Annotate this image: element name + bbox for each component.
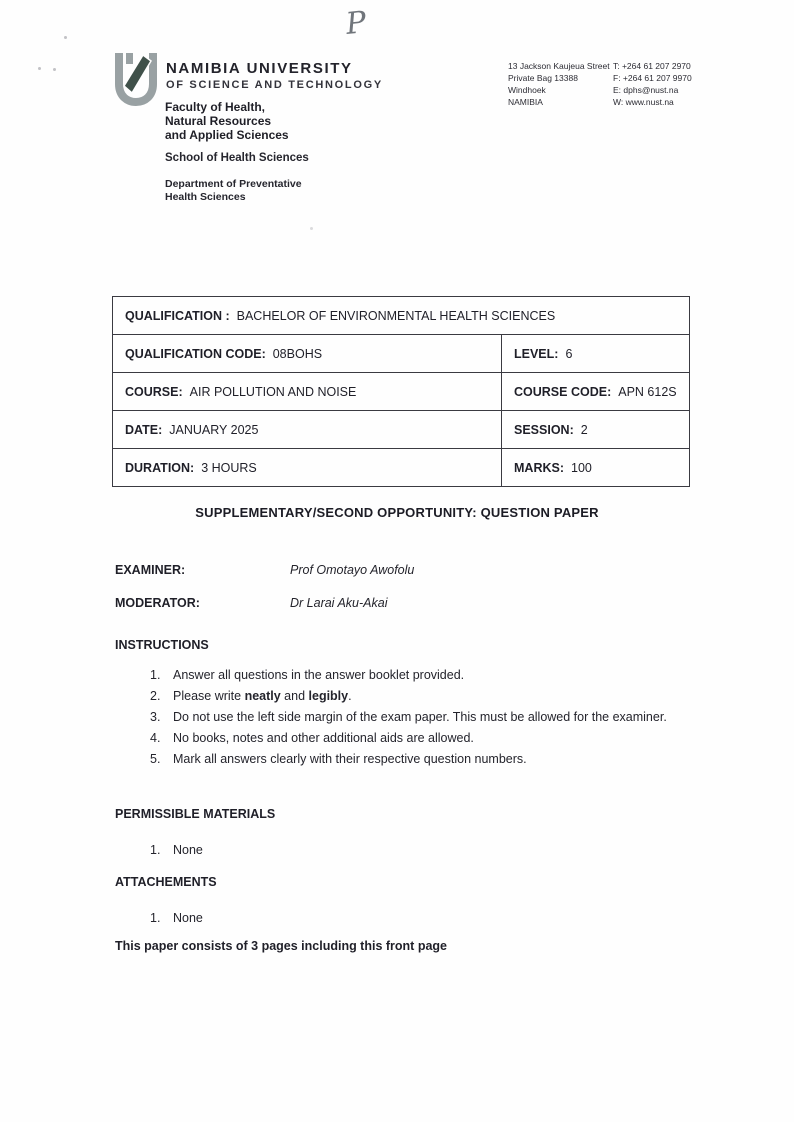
item-number: 2. [150,689,161,703]
list-item [150,686,675,707]
item-number: 1. [150,911,161,925]
university-subname: OF SCIENCE AND TECHNOLOGY [166,79,383,91]
qualification-code-value: 08BOHS [272,346,323,361]
table-row [113,449,690,487]
date-value: JANUARY 2025 [169,422,259,437]
nust-logo-icon [111,51,161,106]
qualification-code-label: QUALIFICATION CODE: [125,346,266,361]
moderator-label: MODERATOR: [115,596,200,610]
course-value: AIR POLLUTION AND NOISE [189,384,357,399]
marks-value: 100 [571,460,592,475]
item-number: 3. [150,710,161,724]
permissible-materials-list [150,840,675,861]
table-row [113,373,690,411]
session-cell [502,411,690,449]
attachments-heading: ATTACHEMENTS [115,875,217,889]
contact-line: T: +264 61 207 2970 [613,61,691,71]
address-line: 13 Jackson Kaujeua Street [508,61,610,71]
permissible-materials-heading: PERMISSIBLE MATERIALS [115,807,276,821]
instructions-heading: INSTRUCTIONS [115,638,209,652]
faculty-name: Faculty of Health, Natural Resources and Applied Sciences [165,100,289,143]
table-row [113,335,690,373]
table-row [113,297,690,335]
course-code-value: APN 612S [618,384,677,399]
list-item [150,707,675,728]
qualification-label: QUALIFICATION : [125,308,230,323]
item-text-part: Please write [173,689,245,703]
date-cell [113,411,502,449]
item-number: 5. [150,752,161,766]
item-text [173,686,675,707]
item-text: Do not use the left side margin of the exam paper. This must be allowed for the examiner. [173,710,667,724]
moderator-name: Dr Larai Aku-Akai [290,596,388,610]
session-label: SESSION: [514,422,574,437]
list-item [150,728,675,749]
qualification-cell [113,297,690,335]
course-code-label: COURSE CODE: [514,384,612,399]
marks-cell [502,449,690,487]
item-text: None [173,911,203,925]
department-name: Department of Preventative Health Sciences [165,178,302,203]
duration-cell [113,449,502,487]
address-line: NAMIBIA [508,97,543,108]
paper-title: SUPPLEMENTARY/SECOND OPPORTUNITY: QUESTION PAPER [195,505,599,520]
item-text-bold: legibly [308,689,349,703]
list-item [150,908,675,929]
contact-details [613,60,733,108]
item-text: Answer all questions in the answer booklet provided. [173,668,465,682]
level-cell [502,335,690,373]
table-row [113,411,690,449]
handwritten-mark: P [344,5,368,42]
list-item [150,665,675,686]
university-name: NAMIBIA UNIVERSITY [166,60,353,77]
item-text: No books, notes and other additional aids are allowed. [173,731,474,745]
session-value: 2 [580,422,588,437]
item-text-part: and [280,689,309,703]
course-cell [113,373,502,411]
level-value: 6 [565,346,573,361]
course-label: COURSE: [125,384,183,399]
address-block [508,60,733,108]
marks-label: MARKS: [514,460,564,475]
date-label: DATE: [125,422,163,437]
item-number: 1. [150,668,161,682]
contact-line: E: dphs@nust.na [613,85,679,96]
examiner-name: Prof Omotayo Awofolu [290,563,415,577]
qualification-code-cell [113,335,502,373]
list-item [150,840,675,861]
contact-line: F: +264 61 207 9970 [613,73,692,84]
attachments-list [150,908,675,929]
address-line: Private Bag 13388 [508,73,578,84]
page-count-note: This paper consists of 3 pages including this front page [115,939,447,953]
university-wordmark [166,60,383,91]
level-label: LEVEL: [514,346,559,361]
scan-speck [38,67,41,70]
scan-speck [64,36,67,39]
item-number: 4. [150,731,161,745]
instructions-list [150,665,675,770]
school-name: School of Health Sciences [165,152,309,164]
item-text-bold: neatly [244,689,281,703]
moderator-row [115,596,388,610]
list-item [150,749,675,770]
postal-address [508,60,613,108]
qualification-value: BACHELOR OF ENVIRONMENTAL HEALTH SCIENCES [236,308,556,323]
duration-label: DURATION: [125,460,195,475]
examiner-row [115,563,414,577]
item-text: None [173,843,203,857]
item-number: 1. [150,843,161,857]
item-text-part: . [348,689,352,703]
scan-speck [53,68,56,71]
duration-value: 3 HOURS [201,460,257,475]
course-code-cell [502,373,690,411]
address-line: Windhoek [508,85,546,96]
contact-line: W: www.nust.na [613,97,674,108]
exam-details-table [112,296,690,487]
item-text: Mark all answers clearly with their respective question numbers. [173,752,527,766]
scan-speck [310,227,313,230]
examiner-label: EXAMINER: [115,563,186,577]
